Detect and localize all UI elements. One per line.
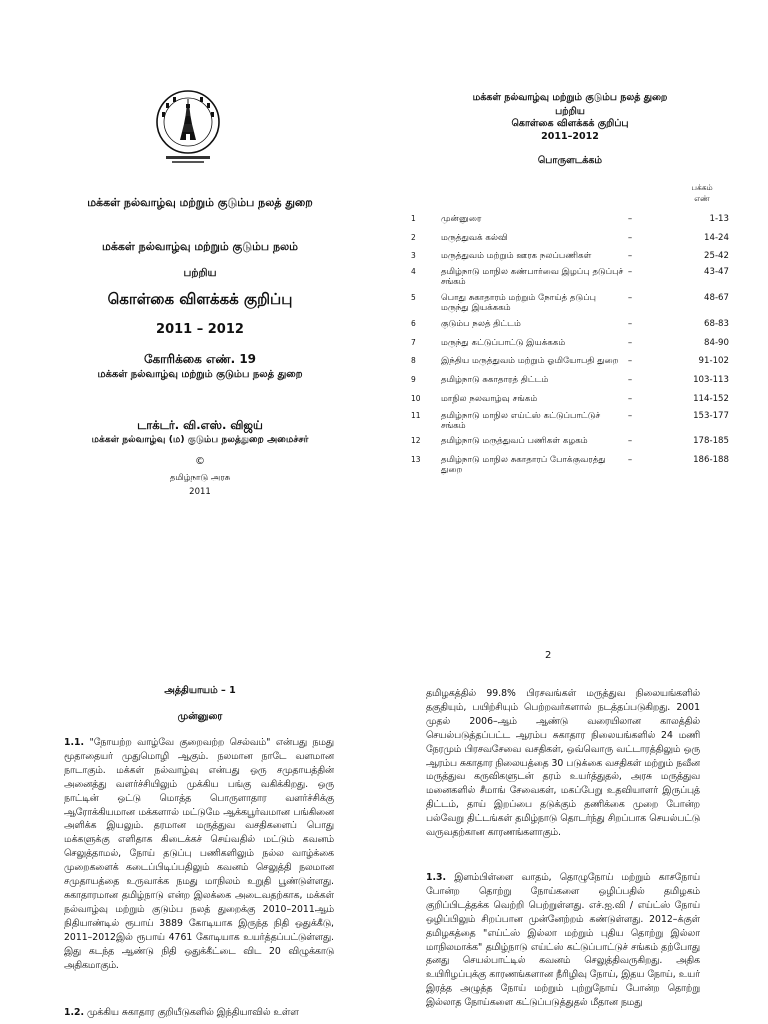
toc-title: மருத்துவம் மற்றும் ஊரக நலப்பணிகள் [441, 251, 592, 261]
toc-pages: 68-83 [704, 319, 729, 329]
toc-title: தமிழ்நாடு மாநில கண்பார்வை இழப்பு தடுப்புச் சங்கம் [441, 267, 624, 287]
rh-line3: கொள்கை விளக்கக் குறிப்பு [511, 118, 629, 129]
toc-dash: – [627, 214, 633, 224]
toc-page-head-2: எண் [694, 194, 710, 203]
toc-dash: – [627, 436, 633, 446]
toc-title: மருந்து கட்டுப்பாட்டு இயக்ககம் [441, 338, 566, 348]
toc-pages: 103-113 [693, 375, 729, 385]
toc-dash: – [627, 251, 633, 261]
cover-minister-role: மக்கள் நல்வாழ்வு (ம) குடும்ப நலத்துறை அமைச்சர் [91, 434, 309, 445]
paragraph-text: "நோயற்ற வாழ்வே குறைவற்ற செல்வம்" என்பது நமது மூதாதையர் முதுமொழி ஆகும். நலமான நாடே வளமான நாடாகும். மக்கள் நல்வாழ்வு என்பது ஒரு சமுதாயத்தின் அனைத்து வளர்ச்சியிலும் முக்கிய பங்கு வகிக்கிறது. ஒரு நாட்டின் ஒட்டு மொத்த பொருளாதார வளர்ச்சிக்கு ஆரோக்கியமான மக்களால் மட்டுமே ஆக்கபூர்வமான பங்கினை அளிக்க இயலும். தரமான மருத்துவ வசதிகளைப் பொது மக்களுக்கு எளிதாக கிடைக்கச் செய்வதில் மட்டும் கவனம் செலுத்தாமல், நோய் தடுப்பு பணிகளிலும் நல்ல வாழ்க்கை முறைகளைக் கடைப்பிடிப்பதிலும் கவனம் செலுத்தி நலமான சமுதாயத்தை உருவாக்க நமது மாநிலம் உறுதி பூண்டுள்ளது. சுகாதாரமான தமிழ்நாடு என்ற இலக்கை அடைவதற்காக, மக்கள் நல்வாழ்வு மற்றும் குடும்ப நலத் துறைக்கு 2010–2011ஆம் நிதியாண்டில் ரூபாய் 3889 கோடியாக இருந்த நிதி ஒதுக்கீடு, 2011–2012இல் ரூபாய் 4761 கோடியாக உயர்த்தப்பட்டுள்ளது. இது கடந்த ஆண்டு நிதி ஒதுக்கீட்டை விட 20 விழுக்காடு அதிகமாகும். [64, 737, 334, 971]
toc-row [411, 293, 741, 313]
toc-row [411, 252, 741, 268]
toc-title: மருத்துவக் கல்வி [441, 233, 508, 243]
rh-line4: 2011–2012 [541, 131, 599, 142]
toc-heading: பொருளடக்கம் [537, 155, 603, 166]
toc-title: தமிழ்நாடு சுகாதாரத் திட்டம் [441, 375, 549, 385]
toc-pages: 114-152 [693, 394, 729, 404]
toc-number: 5 [411, 293, 416, 302]
toc-number: 12 [411, 436, 421, 445]
cover-pub-year: 2011 [189, 487, 211, 497]
toc-row [411, 411, 741, 431]
toc-dash: – [627, 293, 633, 303]
toc-number: 6 [411, 319, 416, 328]
paragraph-1-3 [426, 871, 700, 1023]
chapter-subheading: முன்னுரை [177, 711, 223, 722]
toc-title: தமிழ்நாடு மாநில எய்ட்ஸ் கட்டுப்பாட்டுச் சங்கம் [441, 411, 601, 431]
cover-copyright: © [195, 456, 205, 467]
toc-dash: – [627, 375, 633, 385]
cover-doc-title: கொள்கை விளக்கக் குறிப்பு [107, 290, 293, 308]
toc-dash: – [627, 233, 633, 243]
toc-row [411, 376, 741, 392]
toc-page-head-1: பக்கம் [691, 183, 713, 192]
toc-title: பொது சுகாதாரம் மற்றும் நோய்த் தடுப்பு மருந்து இயக்ககம் [441, 293, 596, 313]
toc-row [411, 215, 741, 231]
toc-pages: 48-67 [704, 293, 729, 303]
toc-pages: 91-102 [698, 356, 729, 366]
cover-minister-name: டாக்டர். வி.எஸ். விஜய் [137, 418, 263, 432]
cover-subject-line: மக்கள் நல்வாழ்வு மற்றும் குடும்ப நலம் [101, 240, 298, 253]
toc-title: தமிழ்நாடு மருத்துவப் பணிகள் கழகம் [441, 436, 588, 446]
paragraph-text: இளம்பிள்ளை வாதம், தொழுநோய் மற்றும் காசநோய் போன்ற தொற்று நோய்களை ஒழிப்பதில் தமிழகம் குறிப்பிடத்தக்க வெற்றி பெற்றுள்ளது. எச்.ஐ.வி / எய்ட்ஸ் நோய் ஒழிப்பிலும் சிறப்பான முன்னேற்றம் கண்டுள்ளது. 2012–க்குள் தமிழகத்தை "எய்ட்ஸ் இல்லா மற்றும் புதிய தொற்று இல்லா மாநிலமாக்க" தமிழ்நாடு எய்ட்ஸ் கட்டுப்பாட்டுச் சங்கம் தற்போது தனது செயல்பாட்டில் கவனம் செலுத்திவருகிறது. அதிக உயிரிழப்புக்கு காரணங்களான நீரிழிவு நோய், இதய நோய், உயர் இரத்த அழுத்த நோய் மற்றும் புற்றுநோய் போன்ற தொற்று இல்லாத நோய்களை கட்டுப்படுத்துதல் மீதான நமது [426, 872, 700, 1009]
toc-pages: 84-90 [704, 338, 729, 348]
toc-pages: 186-188 [693, 455, 729, 465]
cover-about-word: பற்றிய [183, 267, 217, 279]
chapter-heading: அத்தியாயம் – 1 [164, 685, 236, 696]
rh-line2: பற்றிய [555, 106, 585, 117]
toc-number: 13 [411, 455, 421, 464]
toc-row [411, 357, 741, 373]
toc-dash: – [627, 455, 633, 465]
toc-row [411, 395, 741, 411]
cover-publisher: தமிழ்நாடு அரசு [169, 473, 231, 483]
toc-title: தமிழ்நாடு மாநில சுகாதாரப் போக்குவரத்து துறை [441, 455, 606, 475]
paragraph-1-2 [64, 1006, 334, 1022]
toc-number: 2 [411, 233, 416, 242]
toc-number: 3 [411, 251, 416, 260]
cover-dept-title: மக்கள் நல்வாழ்வு மற்றும் குடும்ப நலத் துறை [87, 196, 313, 209]
toc-title: முன்னுரை [441, 214, 482, 224]
paragraph-number: 1.2. [64, 1007, 85, 1018]
toc-pages: 43-47 [704, 267, 729, 277]
toc-row [411, 267, 741, 287]
page-number: 2 [545, 650, 552, 661]
toc-number: 10 [411, 394, 421, 403]
toc-dash: – [627, 267, 633, 277]
toc-dash: – [627, 338, 633, 348]
toc-row [411, 455, 741, 475]
paragraph-number: 1.1. [64, 737, 85, 748]
paragraph-1-1 [64, 736, 334, 1000]
toc-dash: – [627, 356, 633, 366]
toc-number: 4 [411, 267, 416, 276]
toc-number: 7 [411, 338, 416, 347]
toc-row [411, 339, 741, 355]
paragraph-cont [426, 687, 700, 865]
toc-number: 9 [411, 375, 416, 384]
toc-pages: 178-185 [693, 436, 729, 446]
toc-pages: 14-24 [704, 233, 729, 243]
toc-row [411, 320, 741, 336]
toc-pages: 1-13 [709, 214, 729, 224]
paragraph-number: 1.3. [426, 872, 447, 883]
rh-line1: மக்கள் நல்வாழ்வு மற்றும் குடும்ப நலத் துறை [472, 92, 668, 103]
toc-row [411, 234, 741, 250]
toc-pages: 25-42 [704, 251, 729, 261]
toc-dash: – [627, 411, 633, 421]
cover-year: 2011 – 2012 [156, 322, 244, 337]
toc-title: மாநில நலவாழ்வு சங்கம் [441, 394, 538, 404]
state-emblem-logo [152, 88, 224, 166]
cover-demand-dept: மக்கள் நல்வாழ்வு மற்றும் குடும்ப நலத் துறை [97, 369, 303, 380]
paragraph-text: முக்கிய சுகாதார குறியீடுகளில் இந்தியாவில் உள்ள [86, 1007, 299, 1018]
toc-row [411, 437, 741, 453]
toc-dash: – [627, 319, 633, 329]
toc-title: இந்திய மருத்துவம் மற்றும் ஓமியோபதி துறை [441, 356, 619, 366]
toc-title: குடும்ப நலத் திட்டம் [441, 319, 521, 329]
toc-number: 1 [411, 214, 416, 223]
toc-pages: 153-177 [693, 411, 729, 421]
toc-number: 8 [411, 356, 416, 365]
cover-demand-no: கோரிக்கை எண். 19 [143, 352, 257, 366]
toc-number: 11 [411, 411, 421, 420]
paragraph-text: தமிழகத்தில் 99.8% பிரசவங்கள் மருத்துவ நிலையங்களில் தகுதியும், பயிற்சியும் பெற்றவர்களால் நடத்தப்படுகிறது. 2001 முதல் 2006–ஆம் ஆண்டு வரையிலான காலத்தில் செயல்படுத்தப்பட்ட ஆரம்ப சுகாதார நிலையங்களில் 24 மணி நேரமும் பிரசவசேவை வசதிகள், ஒவ்வொரு வட்டாரத்திலும் ஒரு ஆரம்ப சுகாதார நிலையத்தை 30 படுக்கை வசதிகள் மற்றும் நவீன மருத்துவ கருவிகளுடன் தரம் உயர்த்துதல், அரசு மருத்துவ மனைகளில் சீமாங் சேவைகள், மகப்பேறு உதவியாளர் இருப்புத் திட்டம், தாய் இறப்பை தடுக்கும் தணிக்கை முறை போன்ற பல்வேறு திட்டங்கள் தமிழ்நாடு தொடர்ந்து சிறப்பாக செயல்பட்டு வருவதற்கான காரணங்களாகும். [426, 688, 700, 839]
toc-dash: – [627, 394, 633, 404]
